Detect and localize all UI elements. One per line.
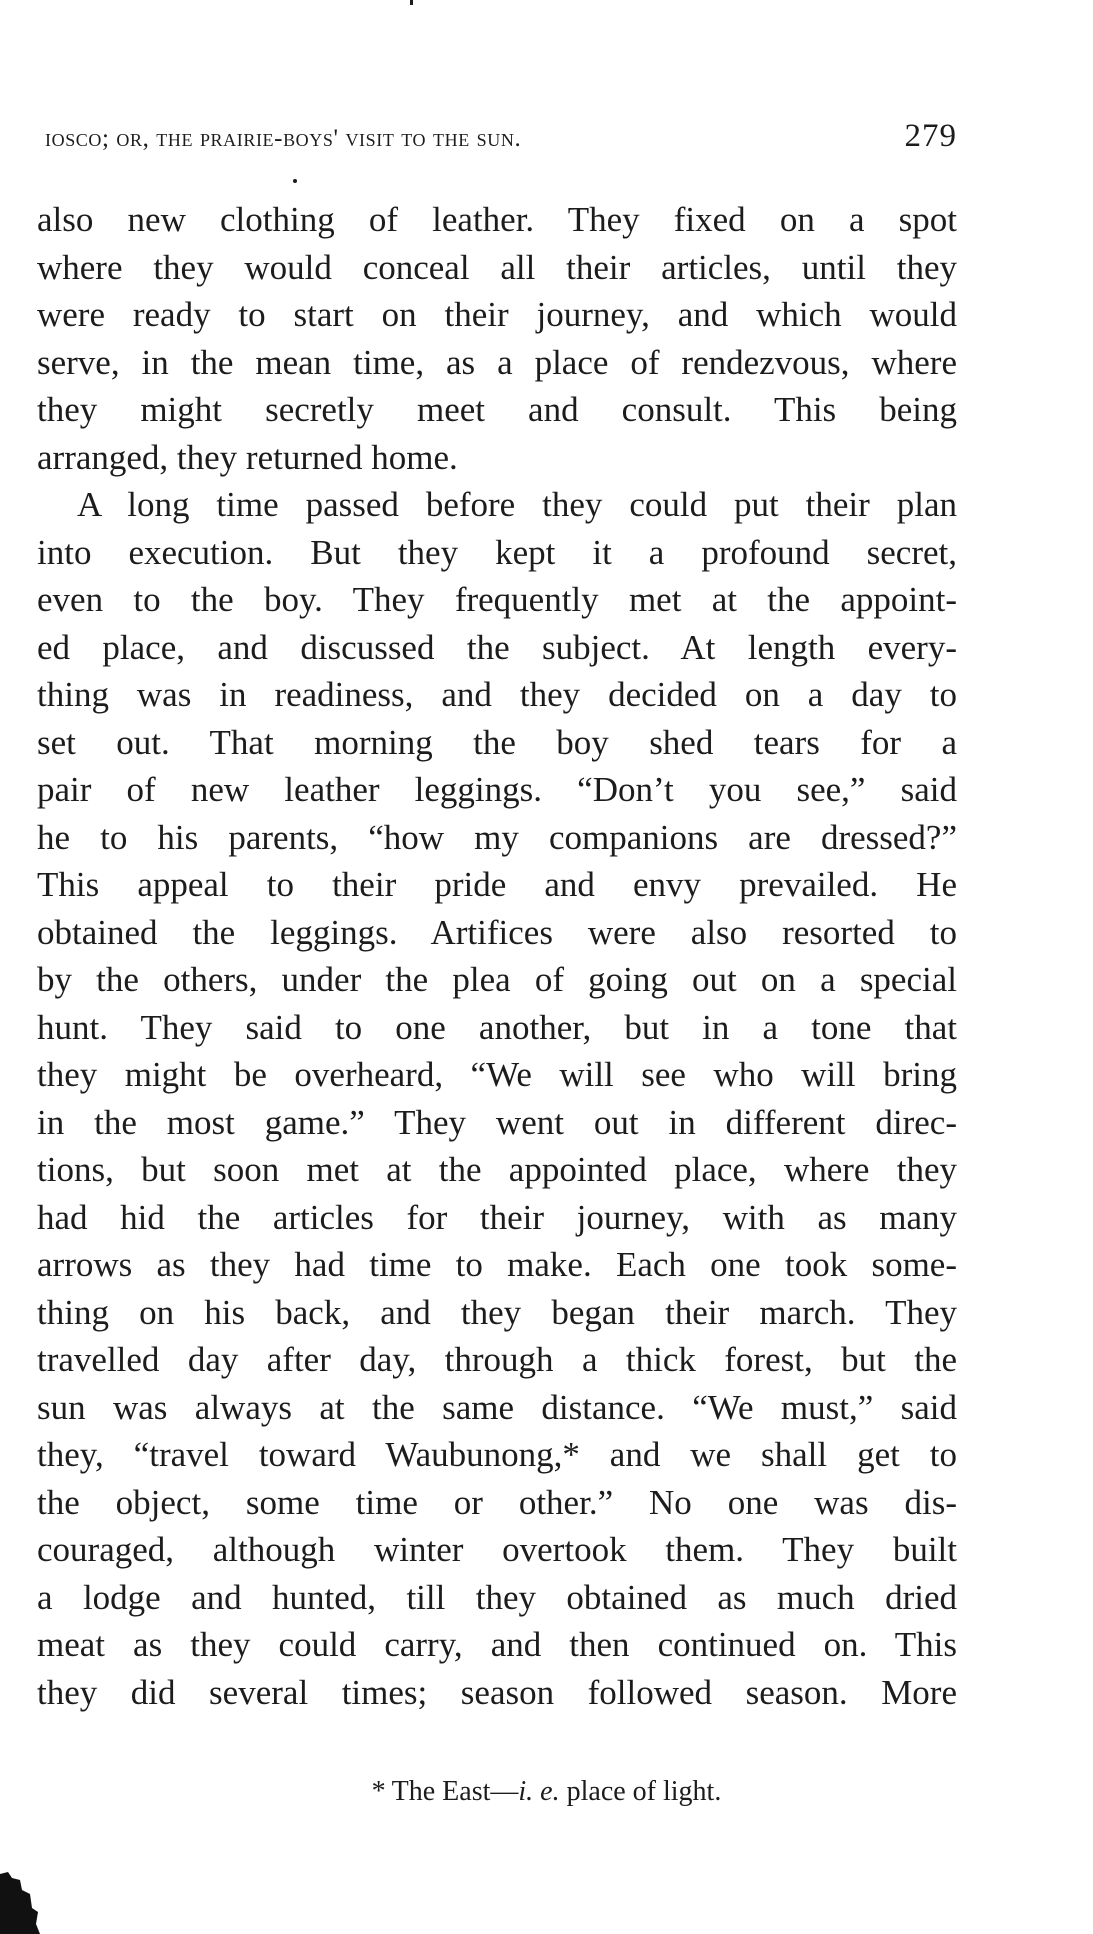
text-line: in the most game.” They went out in different direc- (37, 1102, 957, 1142)
text-line: had hid the articles for their journey, with as many (37, 1197, 957, 1237)
body-text (37, 196, 957, 1716)
text-line: also new clothing of leather. They fixed on a spot (37, 200, 957, 239)
text-line: they might secretly meet and consult. This being (37, 390, 957, 429)
footnote (0, 1776, 1093, 1808)
text-line: arranged, they returned home. (37, 437, 458, 477)
text-line: into execution. But they kept it a profound secret, (37, 532, 957, 572)
text-line: a lodge and hunted, till they obtained as much dried (37, 1577, 957, 1617)
text-line: pair of new leather leggings. “Don’t you see,” said (37, 770, 957, 809)
text-line: thing was in readiness, and they decided on a day to (37, 675, 957, 714)
text-line: where they would conceal all their articles, until they (37, 247, 957, 287)
page-number: 279 (904, 118, 957, 154)
text-line: travelled day after day, through a thick forest, but the (37, 1340, 957, 1379)
scan-artifact-mark (0, 1872, 40, 1934)
paragraph-start-line: A long time passed before they could put their plan (77, 485, 957, 524)
text-line: he to his parents, “how my companions are dressed?” (37, 817, 957, 857)
text-line: by the others, under the plea of going out on a special (37, 960, 957, 999)
text-line: arrows as they had time to make. Each one took some- (37, 1245, 957, 1284)
text-line: they might be overheard, “We will see who will bring (37, 1055, 957, 1094)
text-line: meat as they could carry, and then continued on. This (37, 1625, 957, 1664)
footnote-lead: The East— (391, 1776, 519, 1807)
ink-speck-top (410, 0, 413, 5)
text-line: were ready to start on their journey, and which would (37, 295, 957, 334)
running-head (45, 118, 957, 162)
text-line: serve, in the mean time, as a place of rendezvous, where (37, 342, 957, 382)
footnote-marker: * (371, 1776, 386, 1807)
footnote-rest: place of light. (559, 1776, 722, 1807)
text-line: even to the boy. They frequently met at the appoint- (37, 580, 957, 619)
ink-speck-header (293, 179, 297, 183)
footnote-abbreviation: i. e. (518, 1776, 560, 1807)
text-line: sun was always at the same distance. “We must,” said (37, 1387, 957, 1427)
text-line: obtained the leggings. Artifices were also resorted to (37, 912, 957, 952)
text-line: thing on his back, and they began their march. They (37, 1292, 957, 1332)
text-line: hunt. They said to one another, but in a tone that (37, 1007, 957, 1047)
text-line: couraged, although winter overtook them. They built (37, 1530, 957, 1569)
text-line: ed place, and discussed the subject. At length every- (37, 627, 957, 667)
text-line: the object, some time or other.” No one was dis- (37, 1482, 957, 1522)
text-line: This appeal to their pride and envy prevailed. He (37, 865, 957, 904)
text-line: tions, but soon met at the appointed place, where they (37, 1150, 957, 1189)
running-title: iosco; or, the prairie-boys' visit to the sun. (45, 125, 522, 152)
text-line: they, “travel toward Waubunong,* and we shall get to (37, 1435, 957, 1474)
text-line: set out. That morning the boy shed tears for a (37, 722, 957, 762)
text-line: they did several times; season followed season. More (37, 1672, 957, 1712)
